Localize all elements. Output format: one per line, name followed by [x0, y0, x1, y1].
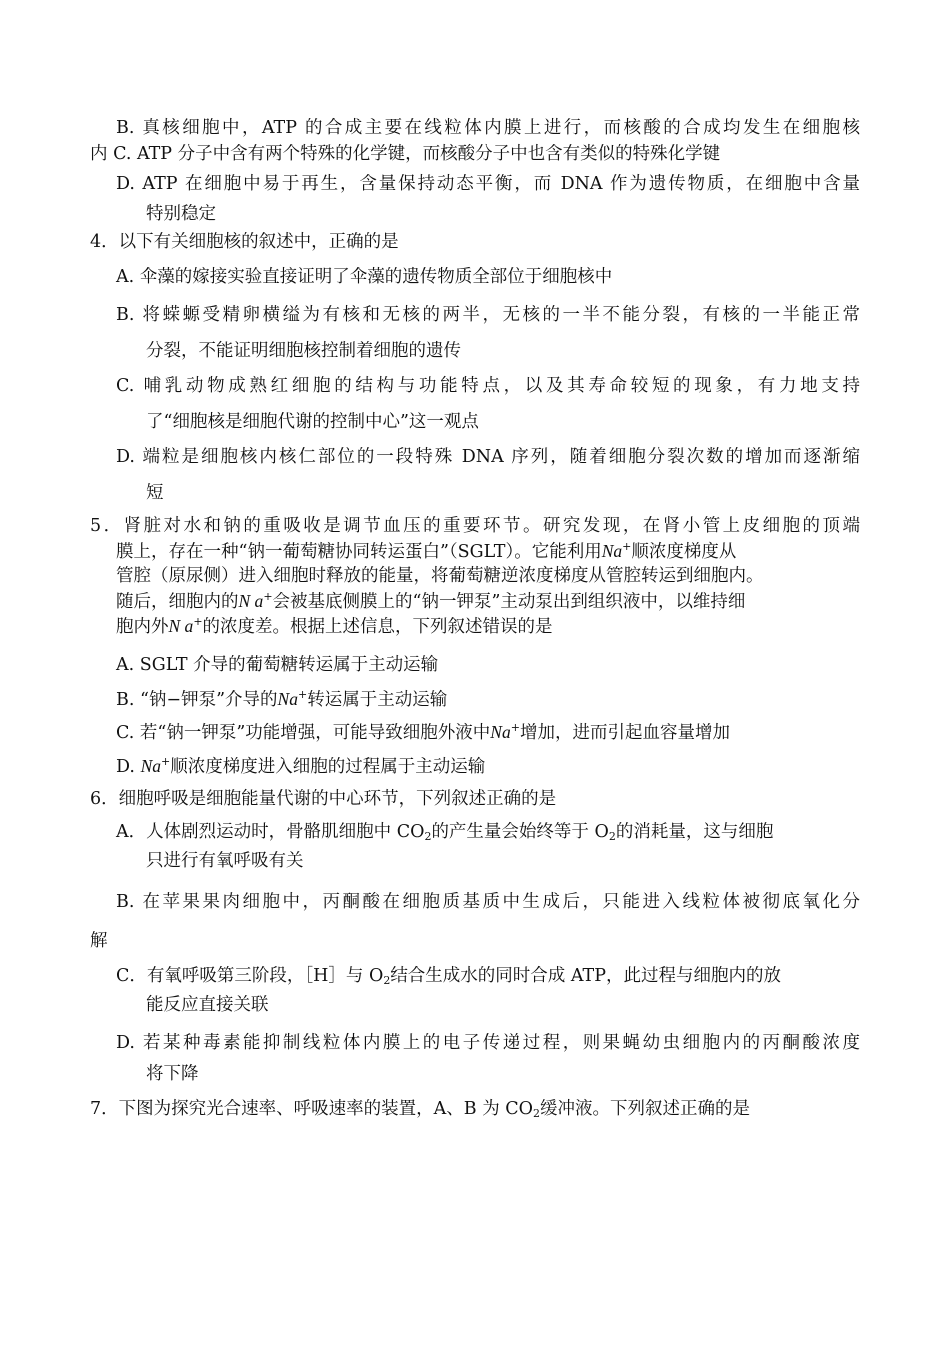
subscript: 2: [608, 830, 616, 843]
sodium-ion-symbol: Na: [277, 689, 298, 709]
q5-stem-line4: [116, 589, 745, 614]
q7-stem-text: 7．下图为探究光合速率、呼吸速率的装置，A、B 为 CO: [90, 1099, 533, 1119]
q3-option-d-line2: 特别稳定: [146, 204, 216, 224]
q6-option-c-line2: 能反应直接关联: [146, 995, 269, 1015]
q4-option-b-line2: 分裂，不能证明细胞核控制着细胞的遗传: [146, 341, 461, 361]
q4-option-c-line2: 了“细胞核是细胞代谢的控制中心”这一观点: [146, 412, 479, 432]
charge-superscript: +: [297, 688, 308, 701]
q5-option-b-text: B. “钠−钾泵”介导的: [116, 690, 278, 710]
q3-option-b-line1: B. 真核细胞中，ATP 的合成主要在线粒体内膜上进行，而核酸的合成均发生在细胞核: [116, 118, 860, 138]
q6-option-d-line1: D. 若某种毒素能抑制线粒体内膜上的电子传递过程，则果蝇幼虫细胞内的丙酮酸浓度: [116, 1033, 860, 1053]
charge-superscript: +: [622, 540, 632, 553]
sodium-ion-symbol: Na: [490, 722, 511, 742]
q5-stem-line1: 5．肾脏对水和钠的重吸收是调节血压的重要环节。研究发现，在肾小管上皮细胞的顶端: [90, 516, 860, 536]
charge-superscript: +: [193, 615, 203, 628]
q3-option-d-line1: D. ATP 在细胞中易于再生，含量保持动态平衡，而 DNA 作为遗传物质，在细胞中含量: [116, 174, 860, 194]
q6-option-a-line2: 只进行有氧呼吸有关: [146, 851, 304, 871]
subscript: 2: [424, 830, 432, 843]
q6-option-a-line1: [116, 820, 773, 844]
q5-stem-line5-text: 胞内外: [116, 617, 169, 637]
q5-option-b: [116, 687, 447, 712]
q5-option-d-label: D.: [116, 757, 135, 777]
q6-option-b-line2: 解: [90, 931, 108, 951]
q4-option-d-line2: 短: [146, 483, 164, 503]
q3-option-b-line2-and-c: 内 C. ATP 分子中含有两个特殊的化学键，而核酸分子中也含有类似的特殊化学键: [90, 144, 721, 164]
q5-option-b-text-end: 转运属于主动运输: [307, 690, 448, 710]
q5-stem-line3: 管腔（原尿侧）进入细胞时释放的能量，将葡萄糖逆浓度梯度从管腔转运到细胞内。: [116, 566, 764, 586]
charge-superscript: +: [510, 721, 520, 734]
q5-stem-line4-text-end: 会被基底侧膜上的“钠一钾泵”主动泵出到组织液中，以维持细: [272, 592, 746, 612]
q5-stem-line2-text-end: 顺浓度梯度从: [631, 542, 737, 562]
subscript: 2: [533, 1107, 540, 1120]
q7-stem: [90, 1097, 750, 1121]
q6-option-a-text-end: 的消耗量，这与细胞: [615, 822, 774, 842]
sodium-ion-symbol: N a: [238, 591, 264, 611]
q6-stem: 6．细胞呼吸是细胞能量代谢的中心环节，下列叙述正确的是: [90, 789, 557, 809]
q7-stem-text-end: 缓冲液。下列叙述正确的是: [540, 1099, 750, 1119]
q6-option-d-line2: 将下降: [146, 1064, 199, 1084]
sodium-ion-symbol: N a: [168, 616, 194, 636]
q5-stem-line5-text-end: 的浓度差。根据上述信息，下列叙述错误的是: [202, 617, 553, 637]
charge-superscript: +: [161, 755, 171, 768]
q5-stem-line4-text: 随后，细胞内的: [116, 592, 239, 612]
q6-option-c-text: C．有氧呼吸第三阶段，［H］与 O: [116, 966, 384, 986]
q5-option-a: A. SGLT 介导的葡萄糖转运属于主动运输: [116, 655, 439, 675]
q6-option-c-line1: [116, 964, 781, 988]
q4-option-a: A. 伞藻的嫁接实验直接证明了伞藻的遗传物质全部位于细胞核中: [116, 267, 613, 287]
q5-option-d: [116, 754, 485, 779]
q6-option-c-text-end: 结合生成水的同时合成 ATP，此过程与细胞内的放: [390, 966, 782, 986]
sodium-ion-symbol: Na: [601, 541, 623, 561]
q5-stem-line5: [116, 614, 553, 639]
subscript: 2: [383, 974, 391, 987]
sodium-ion-symbol: Na: [140, 756, 161, 776]
q5-stem-line2: [116, 539, 736, 564]
q6-option-b-line1: B. 在苹果果肉细胞中，丙酮酸在细胞质基质中生成后，只能进入线粒体被彻底氧化分: [116, 892, 860, 912]
q5-option-c-text-end: 增加，进而引起血容量增加: [519, 723, 730, 743]
q5-option-c: [116, 720, 730, 745]
charge-superscript: +: [263, 590, 273, 603]
q4-option-c-line1: C. 哺乳动物成熟红细胞的结构与功能特点，以及其寿命较短的现象，有力地支持: [116, 376, 860, 396]
q4-stem: 4．以下有关细胞核的叙述中，正确的是: [90, 232, 399, 252]
q4-option-b-line1: B. 将蝾螈受精卵横缢为有核和无核的两半，无核的一半不能分裂，有核的一半能正常: [116, 305, 860, 325]
q5-option-d-text: 顺浓度梯度进入细胞的过程属于主动运输: [170, 757, 486, 777]
q6-option-a-text-mid: 的产生量会始终等于 O: [431, 822, 609, 842]
q4-option-d-line1: D. 端粒是细胞核内核仁部位的一段特殊 DNA 序列，随着细胞分裂次数的增加而逐渐缩: [116, 447, 860, 467]
q5-option-c-text: C. 若“钠一钾泵”功能增强，可能导致细胞外液中: [116, 723, 491, 743]
q6-option-a-text: A．人体剧烈运动时，骨骼肌细胞中 CO: [116, 822, 425, 842]
q5-stem-line2-text: 膜上，存在一种“钠一葡萄糖协同转运蛋白”（SGLT）。它能利用: [116, 542, 602, 562]
